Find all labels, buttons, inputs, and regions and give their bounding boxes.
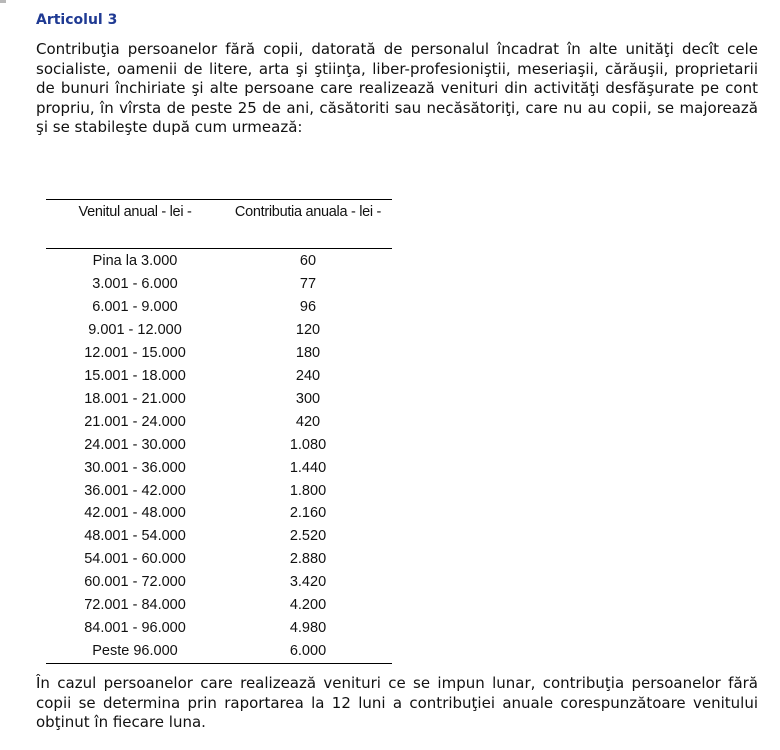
- income-range-cell: Pina la 3.000: [92, 253, 178, 269]
- table-row: [46, 617, 392, 640]
- contribution-amount-cell: 180: [295, 344, 321, 361]
- table-row: [46, 502, 392, 525]
- income-range-cell: 60.001 - 72.000: [84, 574, 186, 591]
- contribution-amount-cell: 420: [295, 413, 321, 430]
- article-intro-paragraph: Contribuţia persoanelor fără copii, datorată de personalul încadrat în alte unităţi decît cele socialiste, oamenii de litere, arta şi ştiinţa, liber-profesioniştii, meseriaşii, cărăuşii, proprietarii de bunuri închiriate şi alte persoane care realizează venituri din activităţi desfăşurate pe cont propriu, în vîrsta de peste 25 de ani, căsătoriti sau necăsătoriţi, care nu au copii, se majorează şi se stabileşte după cum urmează:: [36, 40, 758, 137]
- table-row: [46, 594, 392, 617]
- contribution-amount-cell: 96: [299, 298, 317, 315]
- table-row: [46, 411, 392, 434]
- table-row: [46, 457, 392, 480]
- table-row: [46, 571, 392, 594]
- contribution-amount-cell: 2.880: [289, 551, 327, 568]
- income-range-cell: 36.001 - 42.000: [84, 482, 186, 499]
- table-row: [46, 525, 392, 548]
- income-range-cell: 48.001 - 54.000: [84, 528, 186, 545]
- corner-mark: [0, 0, 6, 3]
- table-header-row: [46, 200, 392, 249]
- contribution-amount-cell: 120: [295, 321, 321, 338]
- contribution-amount-cell: 77: [299, 275, 317, 292]
- contribution-amount-cell: 2.520: [289, 528, 327, 545]
- table-row: [46, 296, 392, 319]
- income-range-cell: 21.001 - 24.000: [84, 413, 186, 430]
- income-range-cell: 3.001 - 6.000: [92, 275, 178, 292]
- article-outro-paragraph: În cazul persoanelor care realizează venituri ce se impun lunar, contribuţia persoanelor fără copii se determina prin raportarea la 12 luni a contribuţiei anuale corespunzătoare venitului obţinut în fiecare luna.: [36, 674, 758, 732]
- income-range-cell: 54.001 - 60.000: [84, 551, 186, 568]
- table-row: [46, 434, 392, 457]
- table-row: [46, 319, 392, 342]
- table-row: [46, 640, 392, 663]
- table-row: [46, 388, 392, 411]
- income-range-cell: 72.001 - 84.000: [84, 597, 186, 614]
- table-header: [46, 200, 392, 249]
- contribution-amount-cell: 240: [295, 367, 321, 384]
- article-title: Articolul 3: [36, 12, 118, 28]
- table-row: [46, 342, 392, 365]
- contribution-amount-cell: 3.420: [289, 574, 327, 591]
- table-row: [46, 480, 392, 503]
- contribution-amount-cell: 4.200: [289, 597, 327, 614]
- income-range-cell: Peste 96.000: [46, 640, 224, 663]
- contribution-amount-cell: 1.800: [289, 482, 327, 499]
- income-range-cell: 6.001 - 9.000: [92, 298, 178, 315]
- contribution-amount-cell: 60: [299, 253, 317, 269]
- contribution-amount-cell: 6.000: [224, 640, 392, 663]
- income-range-cell: 42.001 - 48.000: [84, 505, 186, 522]
- income-range-cell: 12.001 - 15.000: [84, 344, 186, 361]
- income-range-cell: 84.001 - 96.000: [84, 620, 186, 637]
- table-row: [46, 249, 392, 273]
- contribution-amount-cell: 4.980: [289, 620, 327, 637]
- contribution-amount-cell: 300: [295, 390, 321, 407]
- income-range-cell: 24.001 - 30.000: [84, 436, 186, 453]
- table-row: [46, 365, 392, 388]
- contribution-amount-cell: 1.080: [289, 436, 327, 453]
- column-header-contribution: Contributia anuala - lei -: [224, 200, 392, 249]
- income-range-cell: 30.001 - 36.000: [84, 459, 186, 476]
- income-range-cell: 15.001 - 18.000: [84, 367, 186, 384]
- contribution-amount-cell: 2.160: [289, 505, 327, 522]
- contribution-table: [46, 199, 392, 664]
- income-range-cell: 9.001 - 12.000: [88, 321, 182, 338]
- column-header-income: Venitul anual - lei -: [46, 200, 224, 249]
- table-body: [46, 249, 392, 664]
- table-row: [46, 273, 392, 296]
- contribution-amount-cell: 1.440: [289, 459, 327, 476]
- contribution-table-wrapper: [46, 199, 392, 664]
- table-row: [46, 548, 392, 571]
- income-range-cell: 18.001 - 21.000: [84, 390, 186, 407]
